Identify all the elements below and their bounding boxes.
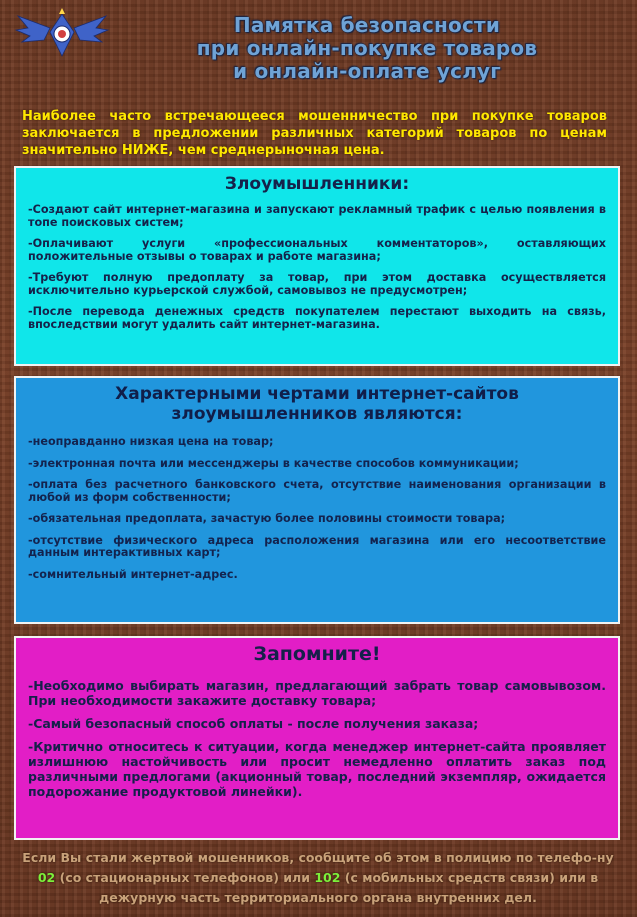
features-panel: [14, 376, 620, 624]
remember-heading: Запомните!: [253, 643, 381, 665]
list-item: -Создают сайт интернет-магазина и запускают рекламный трафик с целью появления в топе поисковых систем;: [28, 203, 606, 229]
list-item: -сомнительный интернет-адрес.: [28, 567, 238, 581]
title-line-1: Памятка безопасности: [233, 13, 501, 37]
phone-02: 02: [37, 870, 56, 885]
footer-text-2: (со стационарных телефонов) или: [55, 870, 315, 885]
list-item: -неоправданно низкая цена на товар;: [28, 435, 274, 448]
list-item: -Оплачивают услуги «профессиональных комментаторов», оставляющих положительные отзывы о товарах и работе магазина;: [28, 237, 606, 263]
intro-text: Наиболее часто встречающееся мошенничество при покупке товаров заключается в предложении различных категорий товаров по ценам значительно НИЖЕ, чем среднерыночная цена.: [22, 109, 607, 158]
features-heading: [28, 384, 606, 424]
page-title: [112, 14, 622, 83]
list-item: -обязательная предоплата, зачастую более половины стоимости товара;: [28, 512, 506, 525]
list-item: -После перевода денежных средств покупателем перестают выходить на связь, впоследствии могут удалить сайт интернет-магазина.: [28, 305, 606, 331]
title-line-3: и онлайн-оплате услуг: [233, 59, 501, 83]
features-heading-line-1: Характерными чертами интернет-сайтов: [115, 384, 519, 404]
list-item: -электронная почта или мессенджеры в качестве способов коммуникации;: [28, 456, 519, 470]
list-item: -Требуют полную предоплату за товар, при этом доставка осуществляется исключительно курьерской службой, самовывоз не предусмотрен;: [28, 271, 606, 297]
remember-panel: [14, 636, 620, 840]
fraudsters-list: [28, 204, 606, 331]
police-emblem-icon: [14, 6, 110, 64]
fraudsters-heading: Злоумышленники:: [224, 174, 410, 194]
list-item: -Критично относитесь к ситуации, когда менеджер интернет-сайта проявляет излишнюю настойчивость или просит немедленно оплатить заказ под различными предлогами (акционный товар, последний экземпляр, ожидается подорожание продуктовой линейки).: [28, 739, 606, 799]
features-list: [28, 436, 606, 581]
title-line-2: при онлайн-покупке товаров: [196, 36, 538, 60]
remember-list: [28, 678, 606, 799]
features-heading-line-2: злоумышленников являются:: [171, 404, 463, 424]
phone-102: 102: [314, 870, 341, 885]
list-item: -Самый безопасный способ оплаты - после получения заказа;: [28, 716, 479, 731]
list-item: -Необходимо выбирать магазин, предлагающий забрать товар самовывозом. При необходимости закажите доставку товара;: [28, 678, 606, 708]
footer-text-1: Если Вы стали жертвой мошенников, сообщите об этом в полицию по телефо-ну: [22, 850, 614, 865]
list-item: -отсутствие физического адреса расположения магазина или его несоответствие данным интерактивных карт;: [28, 533, 606, 559]
footer-note: [18, 848, 618, 908]
footer-text-3: (с мобильных средств связи) или в дежурную часть территориального органа внутренних дел.: [99, 870, 599, 905]
list-item: -оплата без расчетного банковского счета, отсутствие наименования организации в любой из форм собственности;: [28, 478, 606, 504]
fraudsters-panel: [14, 166, 620, 366]
